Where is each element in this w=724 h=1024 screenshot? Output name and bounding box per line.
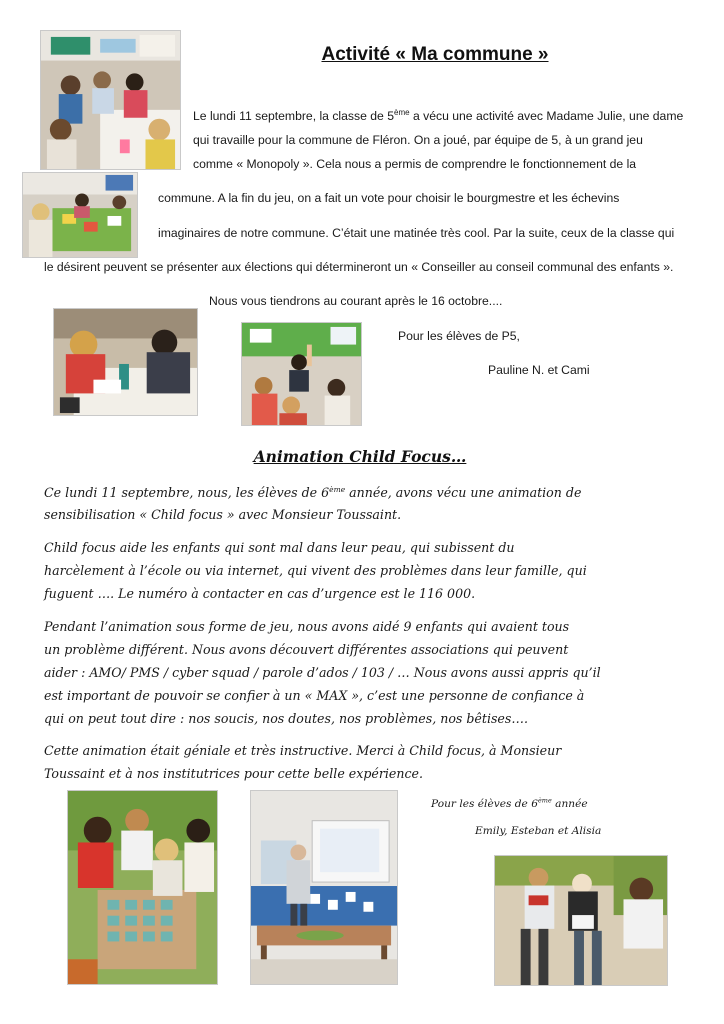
article1-line-5: imaginaires de notre commune. C’était une matinée très cool. Par la suite, ceux de la classe qui [158, 226, 675, 240]
article1-line-4: commune. A la fin du jeu, on a fait un vote pour choisir le bourgmestre et les échevins [158, 191, 620, 205]
article2-line-7: un problème différent. Nous avons découvert différentes associations qui peuvent [44, 642, 569, 657]
article1-line-1: Le lundi 11 septembre, la classe de 5ème a vécu une activité avec Madame Julie, une dame [193, 107, 684, 123]
article2-signature-line-1: Pour les élèves de 6ème année [431, 796, 588, 810]
article2-line-2: sensibilisation « Child focus » avec Monsieur Toussaint. [44, 507, 402, 522]
article2-line-4: harcèlement à l’école ou via internet, qui vivent des problèmes dans leur famille, qui [44, 563, 587, 578]
memory-game-photo [67, 790, 218, 985]
article2-line-12: Toussaint et à nos institutrices pour cette belle expérience. [44, 766, 423, 781]
article2-title: Animation Child Focus… [253, 447, 467, 466]
article2-line-6: Pendant l’animation sous forme de jeu, nous avons aidé 9 enfants qui avaient tous [44, 619, 570, 634]
article2-line-5: fuguent …. Le numéro à contacter en cas d’urgence est le 116 000. [44, 586, 476, 601]
article1-line-2: qui travaille pour la commune de Fléron. On a joué, par équipe de 5, à un grand jeu [193, 133, 643, 147]
article1-signature-line-2: Pauline N. et Cami [488, 363, 590, 377]
article1-title: Activité « Ma commune » [321, 44, 549, 65]
classroom-vote-photo [241, 322, 362, 426]
article2-line-11: Cette animation était géniale et très instructive. Merci à Child focus, à Monsieur [44, 743, 562, 758]
article2-line-10: qui on peut tout dire : nos soucis, nos doutes, nos problèmes, nos bêtises…. [44, 711, 528, 726]
classroom-photo-2 [22, 172, 138, 258]
presentation-photo [250, 790, 398, 985]
article1-signature-line-1: Pour les élèves de P5, [398, 329, 520, 343]
students-playing-photo [53, 308, 198, 416]
students-reading-photo [494, 855, 668, 986]
article1-line-7: Nous vous tiendrons au courant après le 16 octobre.... [209, 294, 503, 308]
article2-line-9: est important de pouvoir se confier à un « MAX », c’est une personne de confiance à [44, 688, 585, 703]
article2-line-3: Child focus aide les enfants qui sont mal dans leur peau, qui subissent du [44, 540, 515, 555]
classroom-photo-1 [40, 30, 181, 170]
article1-line-6: le désirent peuvent se présenter aux élections qui détermineront un « Conseiller au conseil communal des enfants ». [44, 260, 674, 274]
article2-line-8: aider : AMO/ PMS / cyber squad / parole d’ados / 103 / … Nous avons aussi appris qu’il [44, 665, 601, 680]
article2-line-1: Ce lundi 11 septembre, nous, les élèves de 6ème année, avons vécu une animation de [44, 484, 582, 500]
article2-signature-line-2: Emily, Esteban et Alisia [475, 825, 602, 837]
article1-line-3: comme « Monopoly ». Cela nous a permis de comprendre le fonctionnement de la [193, 157, 637, 171]
